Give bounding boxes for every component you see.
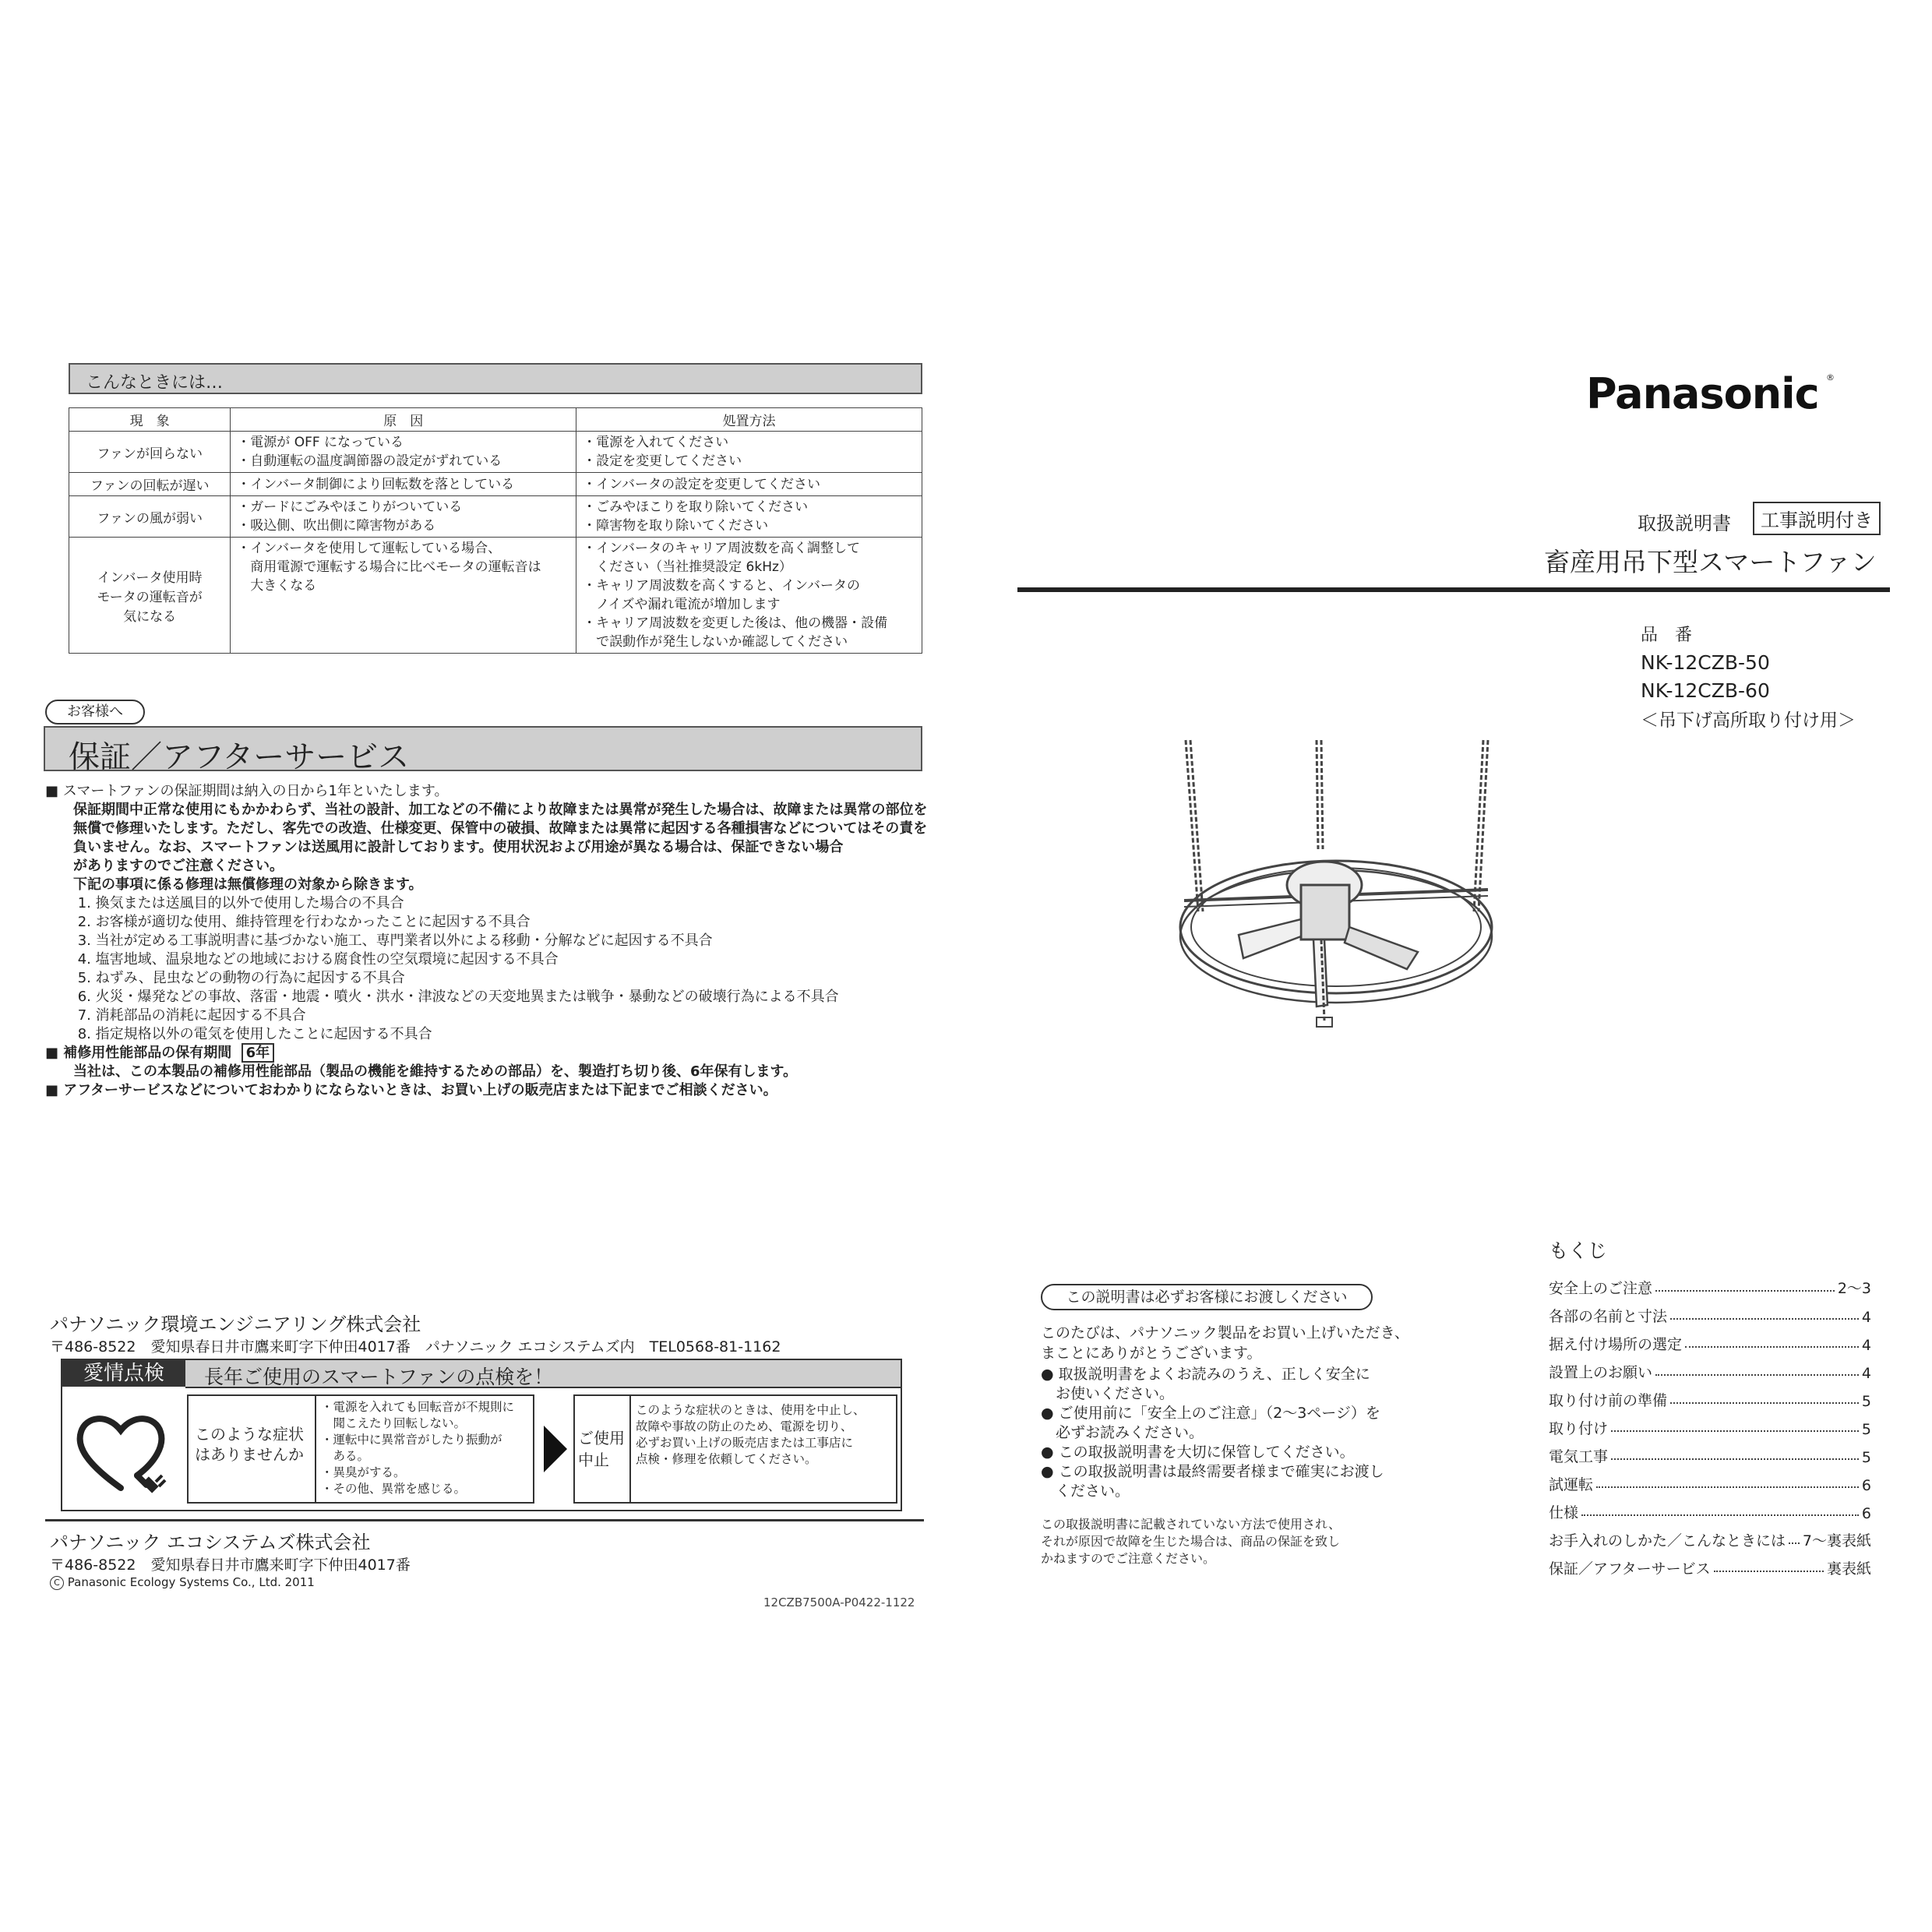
remedy-line: ノイズや漏れ電流が増加します — [583, 597, 781, 612]
toc-item-page: 4 — [1861, 1337, 1871, 1354]
arrow-right-icon — [544, 1426, 567, 1472]
after-service-text: ■ アフターサービスなどについておわかりにならないときは、お買い上げの販売店または下記までご相談ください。 — [45, 1082, 777, 1098]
toc-item-label: 取り付け前の準備 — [1549, 1392, 1668, 1409]
toc-item[interactable] — [1549, 1354, 1871, 1382]
cause-cell — [231, 538, 576, 654]
remedy-line: ・インバータのキャリア周波数を高く調整して — [583, 541, 860, 556]
remedy-line: ください（当社推奨設定 6kHz） — [583, 559, 792, 575]
toc-item-label: 取り付け — [1549, 1420, 1609, 1437]
toc-item-label: 据え付け場所の選定 — [1549, 1336, 1683, 1353]
chain-center — [1317, 740, 1323, 849]
bullet-line: ください。 — [1041, 1482, 1130, 1500]
intro-line: このたびは、パナソニック製品をお買い上げいただき、 — [1041, 1324, 1409, 1341]
warranty-line: 4. 塩害地域、温泉地などの地域における腐食性の空気環境に起因する不具合 — [45, 951, 559, 968]
symptom-line: 聞こえたり回転しない。 — [321, 1416, 467, 1430]
warranty-line: 無償で修理いたします。ただし、客先での改造、仕様変更、保管中の破損、故障または異常に起因する各種損害などについてはその責を — [45, 820, 928, 837]
toc-item[interactable] — [1549, 1326, 1871, 1354]
advice-line: 必ずお買い上げの販売店または工事店に — [636, 1436, 854, 1450]
customer-tag — [45, 700, 145, 724]
symptom-cell: インバータ使用時 モータの運転音が 気になる — [69, 538, 231, 654]
toc-item-page: 7〜裏表紙 — [1802, 1532, 1871, 1549]
inspection-symptoms — [315, 1396, 533, 1502]
table-row — [69, 496, 922, 538]
remedy-line: ・ごみやほこりを取り除いてください — [583, 499, 809, 515]
toc-item[interactable] — [1549, 1494, 1871, 1522]
warranty-line: 2. お客様が適切な使用、維持管理を行わなかったことに起因する不具合 — [45, 914, 531, 930]
warranty-line: 下記の事項に係る修理は無償修理の対象から除きます。 — [45, 876, 423, 893]
warranty-line: 7. 消耗部品の消耗に起因する不具合 — [45, 1007, 306, 1024]
toc-item[interactable] — [1549, 1522, 1871, 1550]
handover-bullets — [1041, 1365, 1384, 1501]
bullet-line: ● ご使用前に「安全上のご注意」（2〜3ページ）を — [1041, 1405, 1380, 1422]
parts-period-label: ■ 補修用性能部品の保有期間 — [45, 1045, 232, 1061]
symptom-line: ・異臭がする。 — [321, 1465, 406, 1479]
toc-item[interactable] — [1549, 1550, 1871, 1578]
note-line: かねますのでご注意ください。 — [1041, 1551, 1216, 1566]
toc-list — [1549, 1270, 1871, 1578]
cover-rule — [1017, 587, 1890, 592]
advice-line: 故障や事故の防止のため、電源を切り、 — [636, 1419, 853, 1433]
inspection-headline: 長年ご使用のスマートファンの点検を！ — [204, 1366, 554, 1388]
chain-right — [1474, 740, 1488, 911]
symptom-line: ・その他、異常を感じる。 — [321, 1482, 467, 1496]
copyright-icon: C — [50, 1576, 64, 1590]
toc-item-label: 保証／アフターサービス — [1549, 1560, 1711, 1578]
warranty-line: ■ スマートファンの保証期間は納入の日から1年といたします。 — [45, 783, 449, 799]
inspection-box — [61, 1359, 902, 1511]
divider — [45, 1519, 924, 1521]
inspection-advice — [629, 1396, 896, 1502]
remedy-line: ・キャリア周波数を変更した後は、他の機器・設備 — [583, 615, 888, 631]
toc-item-label: 安全上のご注意 — [1549, 1280, 1653, 1297]
advice-line: 点検・修理を依頼してください。 — [636, 1452, 817, 1466]
remedy-line: で誤動作が発生しないか確認してください — [583, 634, 848, 650]
handover-note — [1041, 1516, 1341, 1567]
bullet-line: ● この取扱説明書は最終需要者様まで確実にお渡し — [1041, 1463, 1384, 1480]
cause-cell — [231, 496, 576, 538]
model-label: 品 番 — [1641, 626, 1693, 645]
toc-leader — [1655, 1374, 1859, 1376]
warranty-line: 1. 換気または送風目的以外で使用した場合の不具合 — [45, 895, 404, 911]
toc-leader — [1789, 1542, 1800, 1544]
cause-cell — [231, 473, 576, 496]
company1-name: パナソニック環境エンジニアリング株式会社 — [50, 1313, 421, 1335]
cause-line: ・ガードにごみやほこりがついている — [237, 499, 463, 515]
bullet-line: 必ずお読みください。 — [1041, 1424, 1204, 1441]
toc-item[interactable] — [1549, 1270, 1871, 1298]
symptom-line: ・運転中に異常音がしたり振動が — [321, 1433, 502, 1447]
install-label: 工事説明付き — [1753, 502, 1881, 535]
company1-address: 〒486-8522 愛知県春日井市鷹来町字下仲田4017番 パナソニック エコシステムズ内 TEL0568-81-1162 — [50, 1338, 781, 1356]
cause-cell — [231, 432, 576, 473]
symptom-line: ある。 — [321, 1449, 370, 1463]
warranty-header — [44, 726, 922, 775]
warranty-line: 3. 当社が定める工事説明書に基づかない施工、専門業者以外による移動・分解などに起因する不具合 — [45, 933, 713, 949]
cause-line: ・自動運転の温度調節器の設定がずれている — [237, 453, 502, 469]
handover-intro — [1041, 1323, 1409, 1363]
header-remedy: 処置方法 — [576, 408, 922, 432]
toc-item-label: 電気工事 — [1549, 1448, 1609, 1465]
inspection-question-box — [187, 1394, 534, 1504]
bullet-line: ● 取扱説明書をよくお読みのうえ、正しく安全に — [1041, 1366, 1370, 1383]
toc-leader — [1685, 1346, 1859, 1348]
company2-name: パナソニック エコシステムズ株式会社 — [50, 1532, 371, 1553]
trouble-title: こんなときには… — [86, 373, 224, 393]
toc-item-page: 5 — [1861, 1449, 1871, 1466]
warranty-line: がありますのでご注意ください。 — [45, 858, 284, 874]
parts-period-text: 当社は、この本製品の補修用性能部品（製品の機能を維持するための部品）を、製造打ち切り後、6年保有します。 — [45, 1063, 798, 1080]
model-number: NK-12CZB-50 — [1641, 651, 1770, 674]
trouble-table — [69, 407, 922, 654]
fan-illustration — [1169, 732, 1535, 1044]
toc-leader — [1596, 1486, 1859, 1488]
cause-line: ・インバータを使用して運転している場合、 — [237, 541, 502, 556]
inspection-label-box — [62, 1360, 185, 1387]
header-symptom: 現 象 — [69, 408, 231, 432]
handover-tag-label: この説明書は必ずお客様にお渡しください — [1066, 1289, 1348, 1306]
copyright-line — [50, 1575, 315, 1590]
chain-left — [1186, 740, 1203, 911]
toc-item-page: 2〜3 — [1837, 1280, 1871, 1297]
inspection-advice-box — [573, 1394, 897, 1504]
inspection-label: 愛情点検 — [83, 1362, 164, 1385]
toc-item-page: 6 — [1861, 1505, 1871, 1522]
toc-item[interactable] — [1549, 1466, 1871, 1494]
toc-item[interactable] — [1549, 1298, 1871, 1326]
mount-note: ＜吊下げ高所取り付け用＞ — [1641, 710, 1856, 731]
warranty-line: 負いません。なお、スマートファンは送風用に設計しております。使用状況および用途が異なる場合は、保証できない場合 — [45, 839, 844, 855]
table-row — [69, 432, 922, 473]
remedy-cell — [576, 432, 922, 473]
toc-item-page: 5 — [1861, 1421, 1871, 1438]
registered-mark: ® — [1826, 372, 1835, 383]
brand-logo: Panasonic — [1586, 369, 1819, 418]
customer-tag-label: お客様へ — [67, 703, 123, 720]
cause-line: ・インバータ制御により回転数を落としている — [237, 476, 515, 492]
table-row — [69, 538, 922, 654]
toc-item-page: 6 — [1861, 1477, 1871, 1494]
warranty-line: 6. 火災・爆発などの事故、落雷・地震・噴火・洪水・津波などの天変地異または戦争・暴動などの破壊行為による不具合 — [45, 989, 839, 1005]
heart-plug-icon — [70, 1401, 171, 1502]
toc-leader — [1670, 1402, 1859, 1404]
toc-title: もくじ — [1549, 1239, 1608, 1262]
toc-leader — [1611, 1458, 1859, 1460]
parts-period-years: 6年 — [242, 1043, 275, 1063]
symptom-line: ・電源を入れても回転音が不規則に — [321, 1400, 515, 1414]
cause-line: 大きくなる — [237, 578, 317, 594]
toc-item-label: 仕様 — [1549, 1504, 1579, 1521]
inspection-headline-bar — [185, 1360, 901, 1388]
inspection-question: このような症状 はありませんか — [195, 1425, 304, 1464]
cause-line: ・電源が OFF になっている — [237, 435, 404, 450]
model-number: NK-12CZB-60 — [1641, 679, 1770, 702]
remedy-cell — [576, 473, 922, 496]
toc-item-label: お手入れのしかた／こんなときには — [1549, 1532, 1786, 1549]
warranty-line: 保証期間中正常な使用にもかかわらず、当社の設計、加工などの不備により故障または異常が発生した場合は、故障または異常の部位を — [45, 802, 928, 818]
copyright-text: Panasonic Ecology Systems Co., Ltd. 2011 — [67, 1575, 315, 1589]
bullet-line: お使いください。 — [1041, 1385, 1175, 1402]
note-line: それが原因で故障を生じた場合は、商品の保証を致し — [1041, 1534, 1341, 1549]
intro-line: まことにありがとうございます。 — [1041, 1345, 1262, 1362]
advice-line: このような症状のときは、使用を中止し、 — [636, 1403, 866, 1417]
symptom-cell: ファンの風が弱い — [69, 496, 231, 538]
toc-item[interactable] — [1549, 1382, 1871, 1410]
product-name: 畜産用吊下型スマートファン — [1544, 547, 1877, 577]
manual-label: 取扱説明書 — [1638, 513, 1731, 534]
warranty-line: 5. ねずみ、昆虫などの動物の行為に起因する不具合 — [45, 970, 405, 986]
header-cause: 原 因 — [231, 408, 576, 432]
toc-leader — [1670, 1318, 1859, 1320]
toc-item-label: 各部の名前と寸法 — [1549, 1308, 1668, 1325]
toc-leader — [1581, 1514, 1859, 1516]
cause-line: ・吸込側、吹出側に障害物がある — [237, 518, 436, 534]
toc-item-label: 設置上のお願い — [1549, 1364, 1653, 1381]
toc-leader — [1611, 1430, 1859, 1432]
toc-leader — [1655, 1290, 1835, 1292]
toc-item[interactable] — [1549, 1438, 1871, 1466]
remedy-line: ・電源を入れてください — [583, 435, 729, 450]
warranty-title: 保証／アフターサービス — [69, 739, 410, 775]
toc-item-page: 5 — [1861, 1393, 1871, 1410]
company2-address: 〒486-8522 愛知県春日井市鷹来町字下仲田4017番 — [50, 1557, 411, 1574]
trouble-table-header-row — [69, 408, 922, 432]
table-row — [69, 473, 922, 496]
remedy-cell — [576, 496, 922, 538]
toc-item-label: 試運転 — [1549, 1476, 1594, 1493]
toc-item-page: 4 — [1861, 1309, 1871, 1326]
remedy-line: ・キャリア周波数を高くすると、インバータの — [583, 578, 860, 594]
toc-item-page: 裏表紙 — [1826, 1560, 1871, 1578]
stop-use-label: ご使用 中止 — [578, 1429, 625, 1469]
symptom-cell: ファンの回転が遅い — [69, 473, 231, 496]
symptom-cell: ファンが回らない — [69, 432, 231, 473]
bullet-line: ● この取扱説明書を大切に保管してください。 — [1041, 1444, 1355, 1461]
warranty-body — [45, 782, 928, 1100]
remedy-line: ・インバータの設定を変更してください — [583, 476, 820, 492]
doc-code: 12CZB7500A-P0422-1122 — [763, 1595, 915, 1609]
remedy-line: ・障害物を取り除いてください — [583, 518, 769, 534]
cause-line: 商用電源で運転する場合に比べモータの運転音は — [237, 559, 541, 575]
toc-item[interactable] — [1549, 1410, 1871, 1438]
toc-item-page: 4 — [1861, 1365, 1871, 1382]
remedy-cell — [576, 538, 922, 654]
remedy-line: ・設定を変更してください — [583, 453, 742, 469]
trouble-header — [69, 363, 922, 394]
note-line: この取扱説明書に記載されていない方法で使用され、 — [1041, 1517, 1341, 1532]
parts-period-line — [45, 1044, 925, 1063]
toc-leader — [1714, 1571, 1824, 1572]
handover-tag — [1041, 1284, 1373, 1310]
warranty-line: 8. 指定規格以外の電気を使用したことに起因する不具合 — [45, 1026, 432, 1042]
